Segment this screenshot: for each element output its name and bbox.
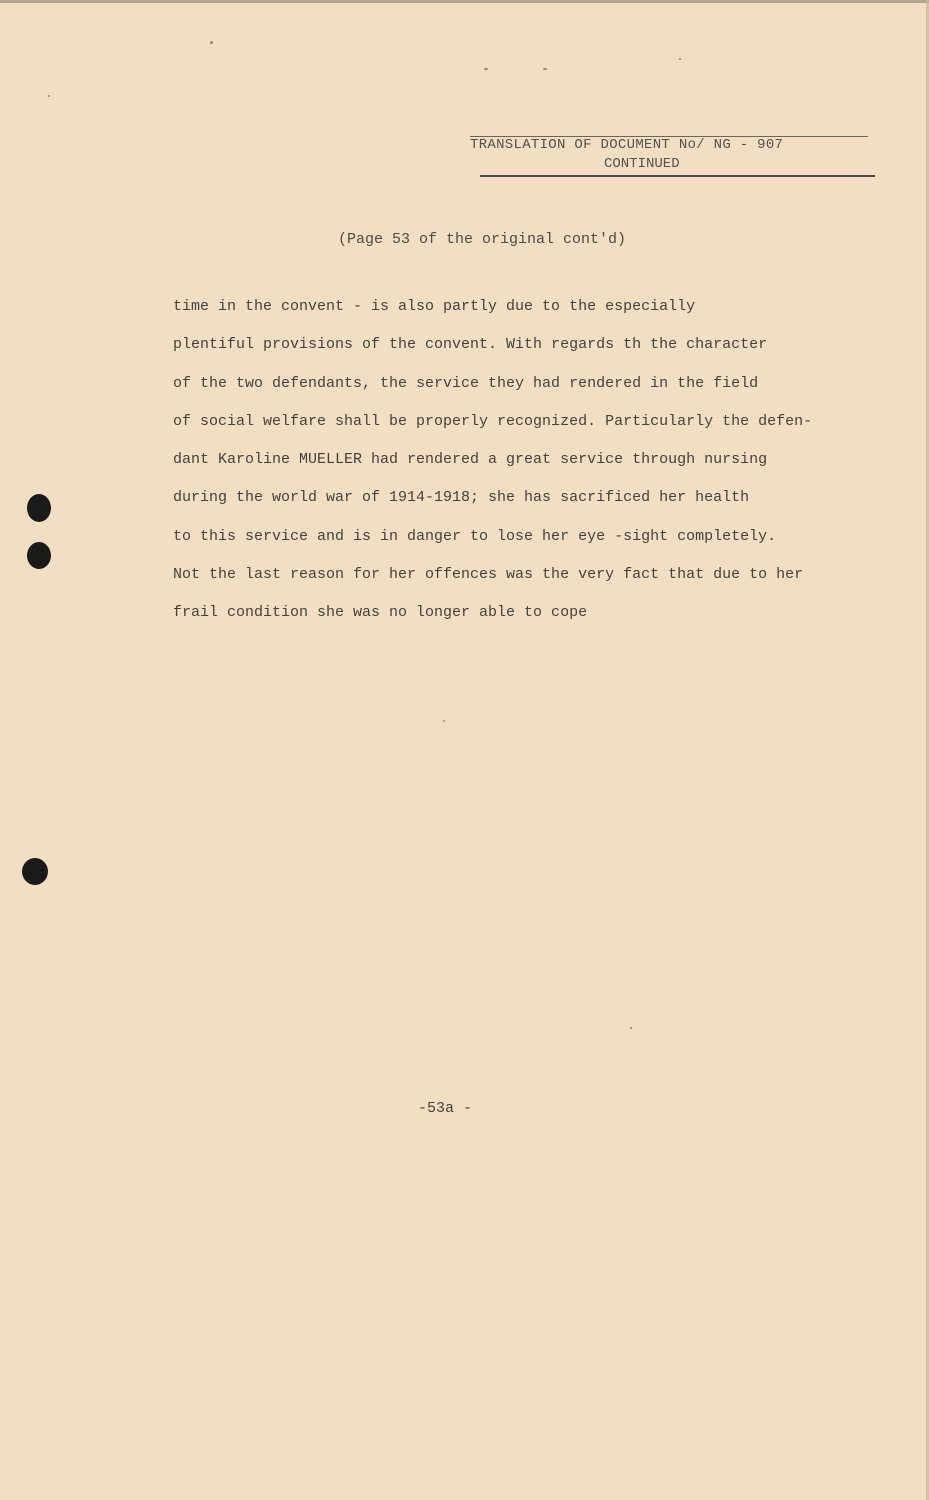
paper-speck <box>443 720 445 722</box>
paper-speck <box>210 41 213 44</box>
translation-header <box>470 134 875 180</box>
paper-speck <box>48 95 50 97</box>
original-page-reference: (Page 53 of the original cont'd) <box>338 231 627 248</box>
body-line: Not the last reason for her offences was the very fact that due to her <box>173 566 804 584</box>
page-number: -53a - <box>418 1100 473 1117</box>
paper-speck <box>679 58 681 60</box>
header-bottom-rule <box>480 175 875 177</box>
body-line: of social welfare shall be properly recognized. Particularly the defen- <box>173 412 813 430</box>
header-document-title: TRANSLATION OF DOCUMENT No/ NG - 907 <box>470 137 784 153</box>
paper-speck <box>630 1027 632 1029</box>
punch-hole-mark <box>27 494 51 522</box>
page-top-edge <box>0 0 929 3</box>
header-continued-label: CONTINUED <box>604 156 680 172</box>
body-text <box>173 288 873 633</box>
paper-speck <box>543 68 547 70</box>
body-line: of the two defendants, the service they had rendered in the field <box>173 374 759 392</box>
body-line: dant Karoline MUELLER had rendered a great service through nursing <box>173 451 768 469</box>
body-line: frail condition she was no longer able to cope <box>173 604 588 622</box>
body-line: to this service and is in danger to lose her eye -sight completely. <box>173 527 777 545</box>
paper-speck <box>484 68 488 70</box>
body-line: plentiful provisions of the convent. With regards th the character <box>173 336 768 354</box>
body-line: during the world war of 1914-1918; she has sacrificed her health <box>173 489 750 507</box>
punch-hole-mark <box>27 542 51 569</box>
body-line: time in the convent - is also partly due to the especially <box>173 298 696 315</box>
punch-hole-mark <box>22 858 48 885</box>
